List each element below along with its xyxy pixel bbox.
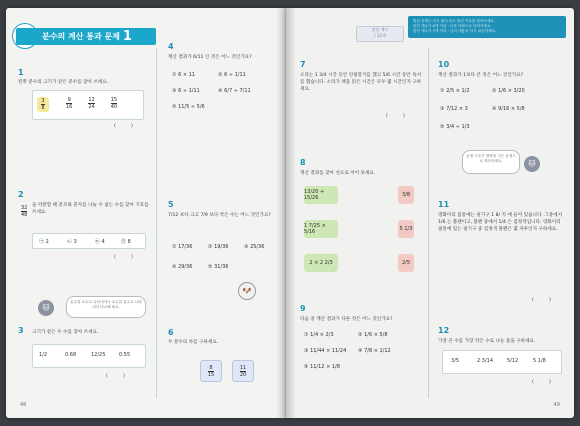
item[interactable]: 0.68: [65, 352, 77, 358]
question-2-text: 을 약분할 때 분모와 분자를 나눌 수 없는 수를 찾아 기호를 쓰세요.: [32, 203, 149, 215]
question-9-number: 9: [300, 304, 306, 313]
question-5-text: 7/12 보다 크고 7/9 보다 작은 수는 어느 것인가요?: [168, 213, 271, 218]
answer-blank[interactable]: ( ): [532, 379, 551, 385]
question-1-box: [32, 90, 144, 120]
item[interactable]: 3/5: [451, 358, 460, 364]
choice[interactable]: ㉡ 3: [67, 239, 77, 245]
fraction-card: $\frac{8}{15}$: [200, 360, 222, 382]
question-1-number: 1: [18, 68, 24, 77]
choice[interactable]: ③ 7/12 × 3: [440, 106, 468, 112]
result-card[interactable]: 3/8: [398, 186, 414, 204]
choice[interactable]: ② 19/36: [208, 244, 229, 250]
choice[interactable]: ③ 25/36: [244, 244, 265, 250]
choice[interactable]: ② 1/6 × 5/8: [358, 332, 388, 338]
page-number: 48: [20, 402, 27, 408]
item[interactable]: 0.55: [119, 352, 131, 358]
choice[interactable]: ① 1/4 × 2/3: [304, 332, 334, 338]
question-8-number: 8: [300, 158, 306, 167]
question-11-number: 11: [438, 200, 450, 209]
choice[interactable]: ① 6 × 11: [172, 72, 195, 78]
question-3-number: 3: [18, 326, 24, 335]
item[interactable]: 12/25: [91, 352, 106, 358]
fraction-options: [63, 97, 120, 110]
question-6-number: 6: [168, 328, 174, 337]
fraction-card: $\frac{11}{20}$: [232, 360, 254, 382]
question-2-choices: [32, 233, 146, 249]
choice[interactable]: ④ 29/36: [172, 264, 193, 270]
question-9-text: 다음 중 계산 결과가 다른 것은 어느 것인가요?: [300, 317, 393, 322]
choice[interactable]: ② 1/6 × 3/20: [492, 88, 525, 94]
question-12-text: 가장 큰 수를 가장 작은 수로 나눈 몫을 구하세요.: [438, 339, 536, 344]
choice[interactable]: ⑤ 11/5 ÷ 5/6: [172, 104, 205, 110]
expression-card[interactable]: 13/20 + 15/26: [304, 186, 338, 204]
choice[interactable]: ④ 7/8 × 1/12: [358, 348, 391, 354]
choice[interactable]: ④ 6/7 ÷ 7/11: [218, 88, 251, 94]
choice[interactable]: ③ 6 ÷ 1/11: [172, 88, 200, 94]
question-3-box: [32, 344, 146, 368]
column-divider: [428, 48, 429, 398]
item[interactable]: 5/12: [507, 358, 519, 364]
question-10-number: 10: [438, 60, 450, 69]
choice[interactable]: ② 6 ÷ 1/11: [218, 72, 246, 78]
result-card[interactable]: 5 1/3: [398, 220, 414, 238]
page-title: 분수의 계산 통과 문제 1: [16, 28, 156, 45]
answer-blank[interactable]: ( ): [114, 123, 133, 129]
question-1-text: 왼쪽 분수의 크기가 같은 분수를 찾아 쓰세요.: [18, 80, 109, 85]
choice[interactable]: ⑤ 3/4 ÷ 1/3: [440, 124, 470, 130]
info-banner: 틀린 문제는 다시 풀어 보고 틀린 이유를 알아보세요. 맞힌 개수가 8개 이상 : 다음 단원으로 넘어가세요. 맞힌 개수가 7개 이하 : 앞의 내용을 다시 복습하세요.: [408, 16, 566, 38]
question-2-fraction: $\frac{32}{48}$: [21, 205, 28, 218]
choice[interactable]: ③ 11/44 × 11/24: [304, 348, 347, 354]
page-number: 49: [553, 402, 560, 408]
question-3-text: 크기가 같은 두 수를 찾아 쓰세요.: [32, 330, 99, 335]
expression-card[interactable]: 2 × 2 2/3: [304, 254, 338, 272]
cat-mascot-icon: 🐱: [38, 300, 54, 316]
item[interactable]: 5 1/8: [533, 358, 546, 364]
question-6-text: 두 분수의 차를 구하세요.: [168, 340, 219, 345]
item[interactable]: 2 3/14: [477, 358, 493, 364]
question-4-number: 4: [168, 42, 174, 51]
choice[interactable]: ⑤ 11/12 × 1/8: [304, 364, 340, 370]
given-fraction: $\frac{3}{8}$: [37, 97, 49, 112]
question-7-number: 7: [300, 60, 306, 69]
question-7-text: 소라는 1 3/4 시간 동안 연필깎기를 했고 5/6 시간 동안 독서를 했습니다. 소라가 책을 읽은 시간은 모두 몇 시간인지 구하세요.: [300, 73, 422, 92]
hint-bubble: 곱셈 기호가 생략된 식은 곱셈으로 계산하세요.: [462, 150, 520, 174]
result-card[interactable]: 2/5: [398, 254, 414, 272]
answer-blank[interactable]: ( ): [114, 254, 133, 260]
choice[interactable]: ① 2/5 × 1/2: [440, 88, 470, 94]
left-page: [6, 8, 286, 418]
question-12-box: [442, 350, 562, 374]
choice[interactable]: ⑤ 31/36: [208, 264, 229, 270]
score-badge: 맞힌 개수 / 12개: [356, 26, 404, 42]
dog-mascot-icon: 🐶: [238, 282, 256, 300]
cat-mascot-icon: 🐱: [524, 156, 540, 172]
choice[interactable]: ㉠ 2: [39, 239, 49, 245]
answer-blank[interactable]: ( ): [386, 113, 405, 119]
hint-bubble: 분수를 소수로 나타내거나 소수를 분수로 나타내서 비교해 봐요.: [66, 296, 146, 318]
option-fraction[interactable]: $\frac{15}{40}$: [110, 97, 118, 110]
choice[interactable]: ① 17/36: [172, 244, 193, 250]
choice[interactable]: ㉣ 8: [121, 239, 131, 245]
question-5-number: 5: [168, 200, 174, 209]
choice[interactable]: ㉢ 4: [95, 239, 105, 245]
column-divider: [156, 48, 157, 398]
question-4-text: 계산 결과가 6/11 인 것은 어느 것인가요?: [168, 55, 252, 60]
question-12-number: 12: [438, 326, 450, 335]
right-page: [286, 8, 574, 418]
question-2-number: 2: [18, 190, 24, 199]
item[interactable]: 1/2: [39, 352, 48, 358]
question-10-text: 계산 결과가 1보다 큰 것은 어느 것인가요?: [438, 73, 524, 78]
answer-blank[interactable]: ( ): [532, 297, 551, 303]
option-fraction[interactable]: $\frac{12}{24}$: [88, 97, 95, 110]
answer-blank[interactable]: ( ): [106, 373, 125, 379]
question-11-text: 영화이의 몸통에는 필기구 1 8/ 지 에 들어 있습니다. 그중에서 1/6 는 볼펜이고, 볼펜 중에서 1/4 은 검정색입니다. 영화이의 필통에 있는 필기구 중 검정색 볼펜은 몇 자루인지 구하세요.: [438, 213, 563, 232]
option-fraction[interactable]: $\frac{9}{16}$: [66, 97, 73, 110]
expression-card[interactable]: 1 7/25 × 5/16: [304, 220, 338, 238]
choice[interactable]: ④ 9/16 × 5/8: [492, 106, 525, 112]
question-8-text: 계산 결과를 찾아 선으로 이어 보세요.: [300, 171, 376, 176]
